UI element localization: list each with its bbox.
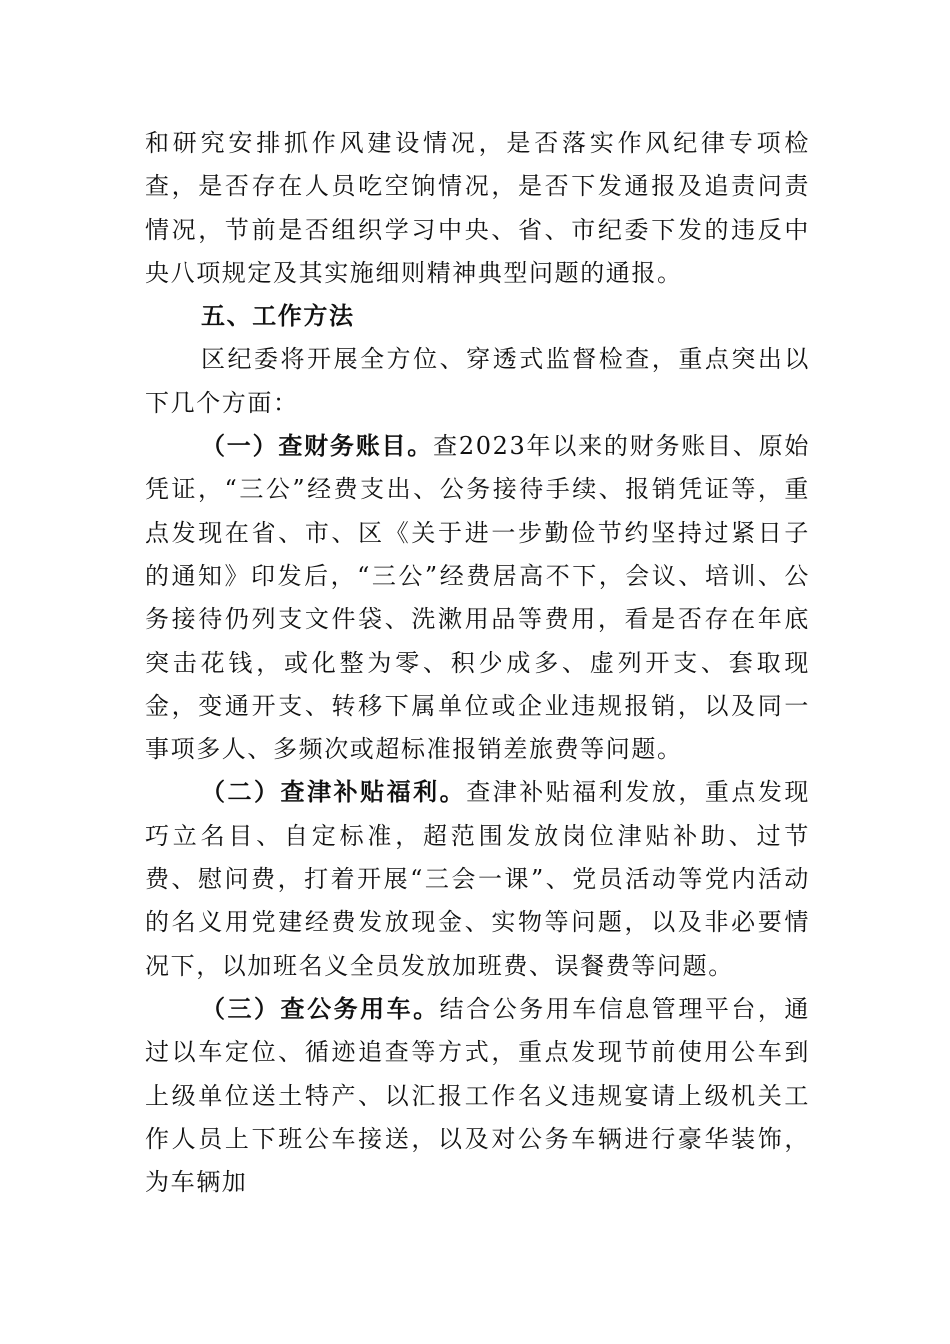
paragraph-item-1 bbox=[145, 425, 810, 771]
section-heading: 五、工作方法 bbox=[201, 302, 355, 331]
item-body: 查2023年以来的财务账目、原始凭证，“三公”经费支出、公务接待手续、报销凭证等，重点发现在省、市、区《关于进一步勤俭节约坚持过紧日子的通知》印发后，“三公”经费居高不下，会议、培训、公务接待仍列支文件袋、洗漱用品等费用，看是否存在年底突击花钱，或化整为零、积少成多、虚列开支、套取现金，变通开支、转移下属单位或企业违规报销，以及同一事项多人、多频次或超标准报销差旅费等问题。 bbox=[145, 432, 810, 764]
document-body bbox=[145, 122, 810, 1204]
paragraph-intro: 区纪委将开展全方位、穿透式监督检查，重点突出以下几个方面： bbox=[145, 345, 810, 417]
item-title: （三）查公务用车。 bbox=[201, 994, 440, 1023]
paragraph-item-2 bbox=[145, 771, 810, 987]
item-title: （二）查津补贴福利。 bbox=[201, 778, 467, 807]
item-title: （一）查财务账目。 bbox=[201, 432, 434, 461]
item-body: 结合公务用车信息管理平台，通过以车定位、循迹追查等方式，重点发现节前使用公车到上级单位送土特产、以汇报工作名义违规宴请上级机关工作人员上下班公车接送，以及对公务车辆进行豪华装饰，为车辆加 bbox=[145, 994, 810, 1197]
paragraph-item-3 bbox=[145, 988, 810, 1204]
item-body: 查津补贴福利发放，重点发现巧立名目、自定标准，超范围发放岗位津贴补助、过节费、慰问费，打着开展“三会一课”、党员活动等党内活动的名义用党建经费发放现金、实物等问题，以及非必要情况下，以加班名义全员发放加班费、误餐费等问题。 bbox=[145, 778, 810, 980]
paragraph-continued: 和研究安排抓作风建设情况，是否落实作风纪律专项检查，是否存在人员吃空饷情况，是否下发通报及追责问责情况，节前是否组织学习中央、省、市纪委下发的违反中央八项规定及其实施细则精神典型问题的通报。 bbox=[145, 129, 810, 287]
